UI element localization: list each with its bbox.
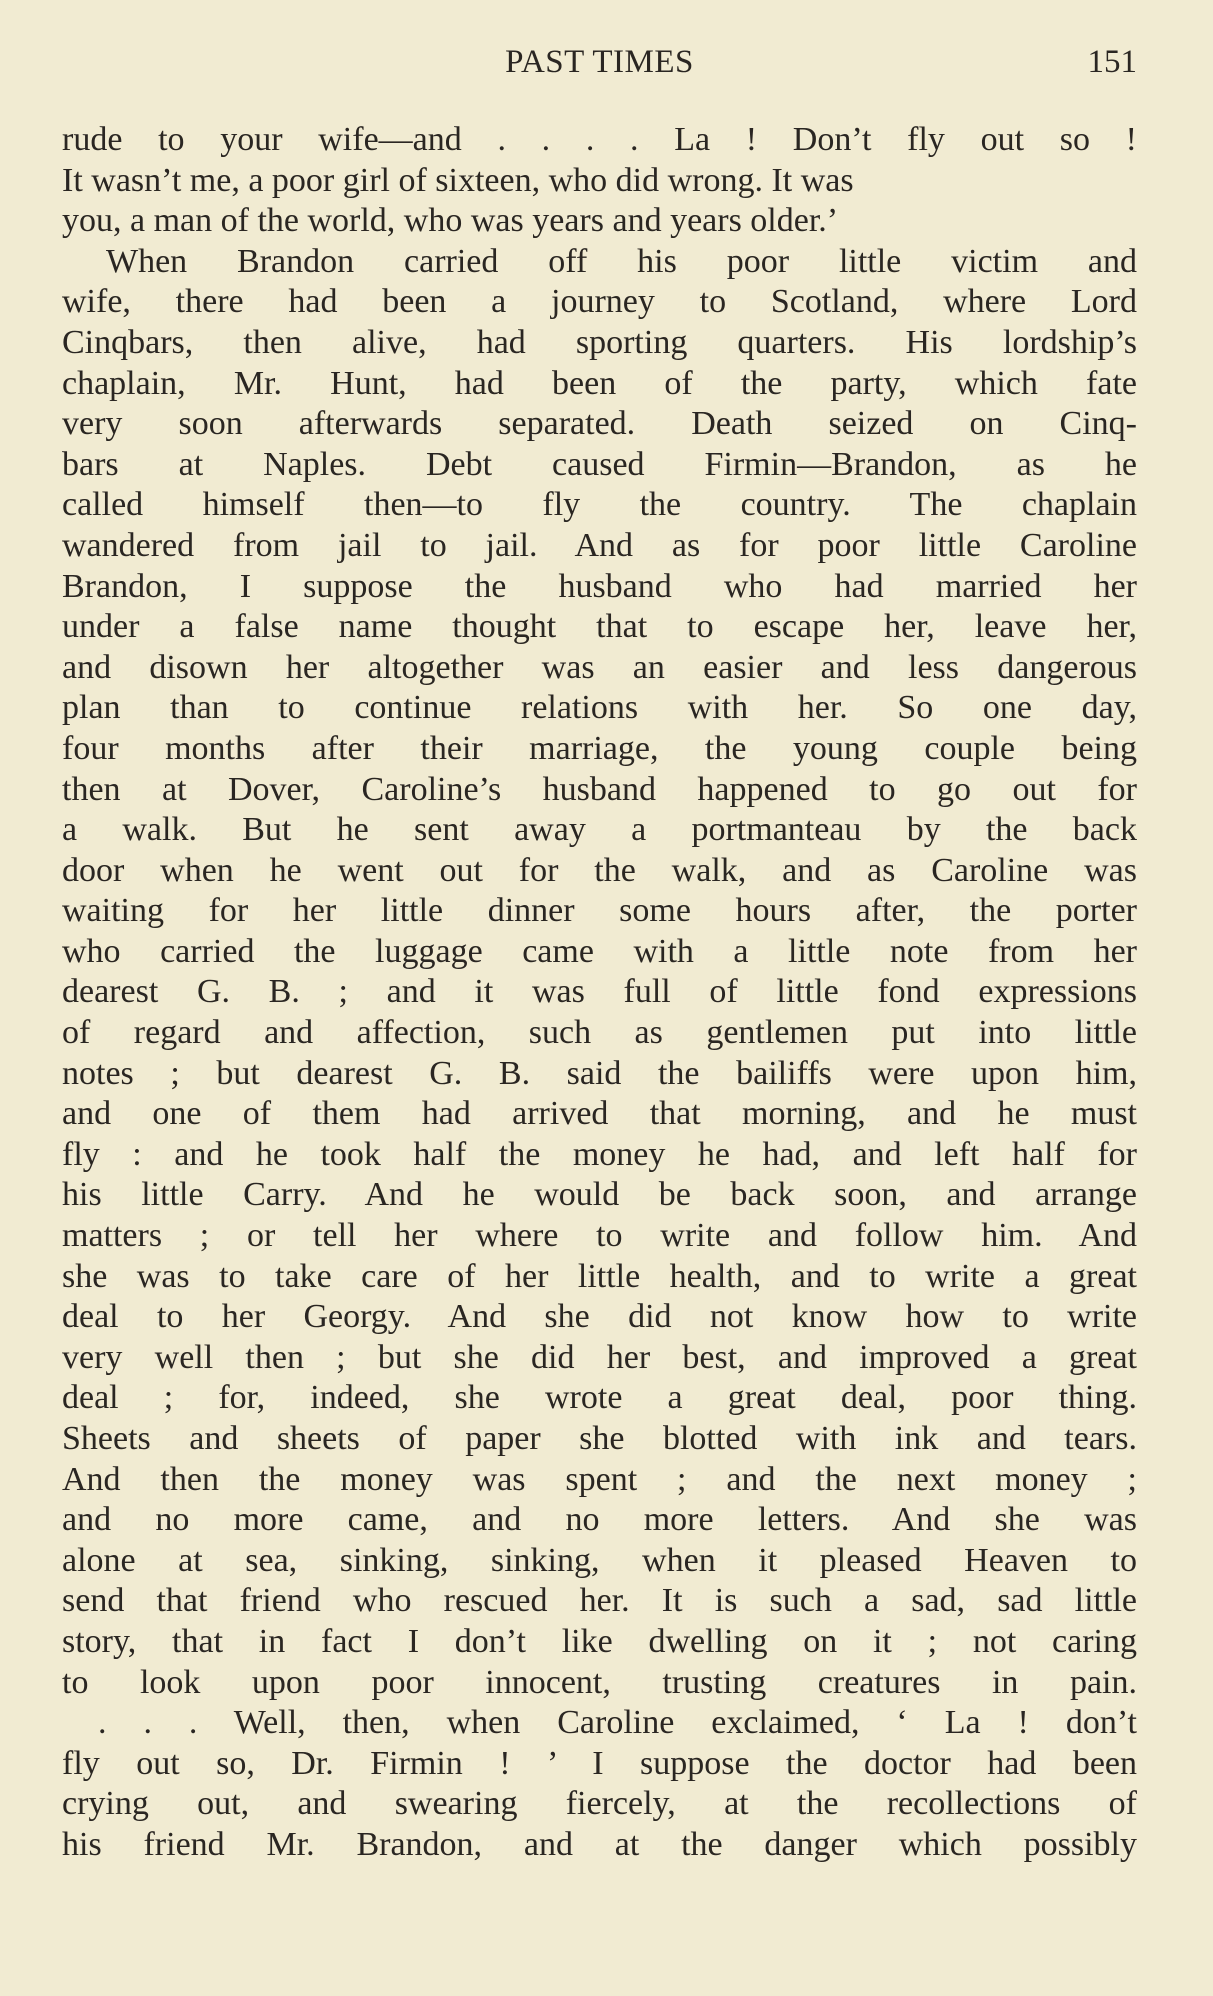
text-line: and one of them had arrived that morning, and he must bbox=[62, 1095, 1137, 1133]
text-line: deal ; for, indeed, she wrote a great deal, poor thing. bbox=[62, 1379, 1137, 1417]
text-line: Sheets and sheets of paper she blotted with ink and tears. bbox=[62, 1420, 1137, 1457]
text-line: plan than to continue relations with her. So one day, bbox=[62, 689, 1137, 727]
text-line: rude to your wife—and . . . . La ! Don’t fly out so ! bbox=[62, 121, 1137, 158]
text-line: waiting for her little dinner some hours after, the porter bbox=[62, 892, 1137, 930]
text-line: When Brandon carried off his poor little victim and bbox=[106, 242, 1137, 280]
text-line: send that friend who rescued her. It is such a sad, sad little bbox=[62, 1582, 1137, 1620]
text-line: chaplain, Mr. Hunt, had been of the party, which fate bbox=[62, 364, 1137, 402]
text-line: four months after their marriage, the young couple being bbox=[62, 729, 1137, 767]
text-line: and no more came, and no more letters. And she was bbox=[62, 1501, 1137, 1539]
text-line: to look upon poor innocent, trusting creatures in pain. bbox=[62, 1663, 1137, 1701]
text-line: dearest G. B. ; and it was full of little fond expressions bbox=[62, 973, 1137, 1011]
body-text bbox=[62, 120, 1137, 1866]
text-line: story, that in fact I don’t like dwelling on it ; not caring bbox=[62, 1622, 1137, 1660]
page-number: 151 bbox=[1087, 44, 1137, 80]
text-line: And then the money was spent ; and the next money ; bbox=[62, 1460, 1137, 1498]
text-line: fly : and he took half the money he had, and left half for bbox=[62, 1135, 1137, 1173]
text-line: alone at sea, sinking, sinking, when it pleased Heaven to bbox=[62, 1541, 1137, 1579]
text-line: his friend Mr. Brandon, and at the danger which possibly bbox=[62, 1825, 1137, 1863]
running-title: PAST TIMES bbox=[505, 44, 694, 80]
text-line: Brandon, I suppose the husband who had married her bbox=[62, 567, 1137, 605]
text-line: under a false name thought that to escape her, leave her, bbox=[62, 608, 1137, 646]
text-line: matters ; or tell her where to write and follow him. And bbox=[62, 1217, 1137, 1255]
text-line: notes ; but dearest G. B. said the bailiffs were upon him, bbox=[62, 1054, 1137, 1092]
text-line: who carried the luggage came with a little note from her bbox=[62, 932, 1137, 970]
page-header bbox=[62, 44, 1137, 84]
text-line: she was to take care of her little health, and to write a great bbox=[62, 1257, 1137, 1295]
text-line: called himself then—to fly the country. The chaplain bbox=[62, 486, 1137, 524]
text-line: then at Dover, Caroline’s husband happened to go out for bbox=[62, 770, 1137, 808]
text-line: . . . Well, then, when Caroline exclaimed, ‘ La ! don’t bbox=[98, 1704, 1137, 1742]
text-line: wife, there had been a journey to Scotland, where Lord bbox=[62, 283, 1137, 321]
text-line: very well then ; but she did her best, and improved a great bbox=[62, 1338, 1137, 1376]
text-line: bars at Naples. Debt caused Firmin—Brandon, as he bbox=[62, 445, 1137, 483]
text-line: crying out, and swearing fiercely, at the recollections of bbox=[62, 1785, 1137, 1823]
text-line: his little Carry. And he would be back soon, and arrange bbox=[62, 1176, 1137, 1214]
text-line: wandered from jail to jail. And as for poor little Caroline bbox=[62, 526, 1137, 564]
text-line: It wasn’t me, a poor girl of sixteen, who did wrong. It was bbox=[62, 161, 854, 199]
text-line: of regard and affection, such as gentlemen put into little bbox=[62, 1014, 1137, 1052]
text-line: very soon afterwards separated. Death seized on Cinq- bbox=[62, 405, 1137, 443]
text-line: Cinqbars, then alive, had sporting quarters. His lordship’s bbox=[62, 323, 1137, 361]
text-line: you, a man of the world, who was years and years older.’ bbox=[62, 202, 839, 240]
text-line: door when he went out for the walk, and as Caroline was bbox=[62, 851, 1137, 889]
text-line: and disown her altogether was an easier and less dangerous bbox=[62, 648, 1137, 686]
text-line: fly out so, Dr. Firmin ! ’ I suppose the doctor had been bbox=[62, 1744, 1137, 1782]
text-line: a walk. But he sent away a portmanteau by the back bbox=[62, 811, 1137, 849]
text-line: deal to her Georgy. And she did not know how to write bbox=[62, 1298, 1137, 1336]
